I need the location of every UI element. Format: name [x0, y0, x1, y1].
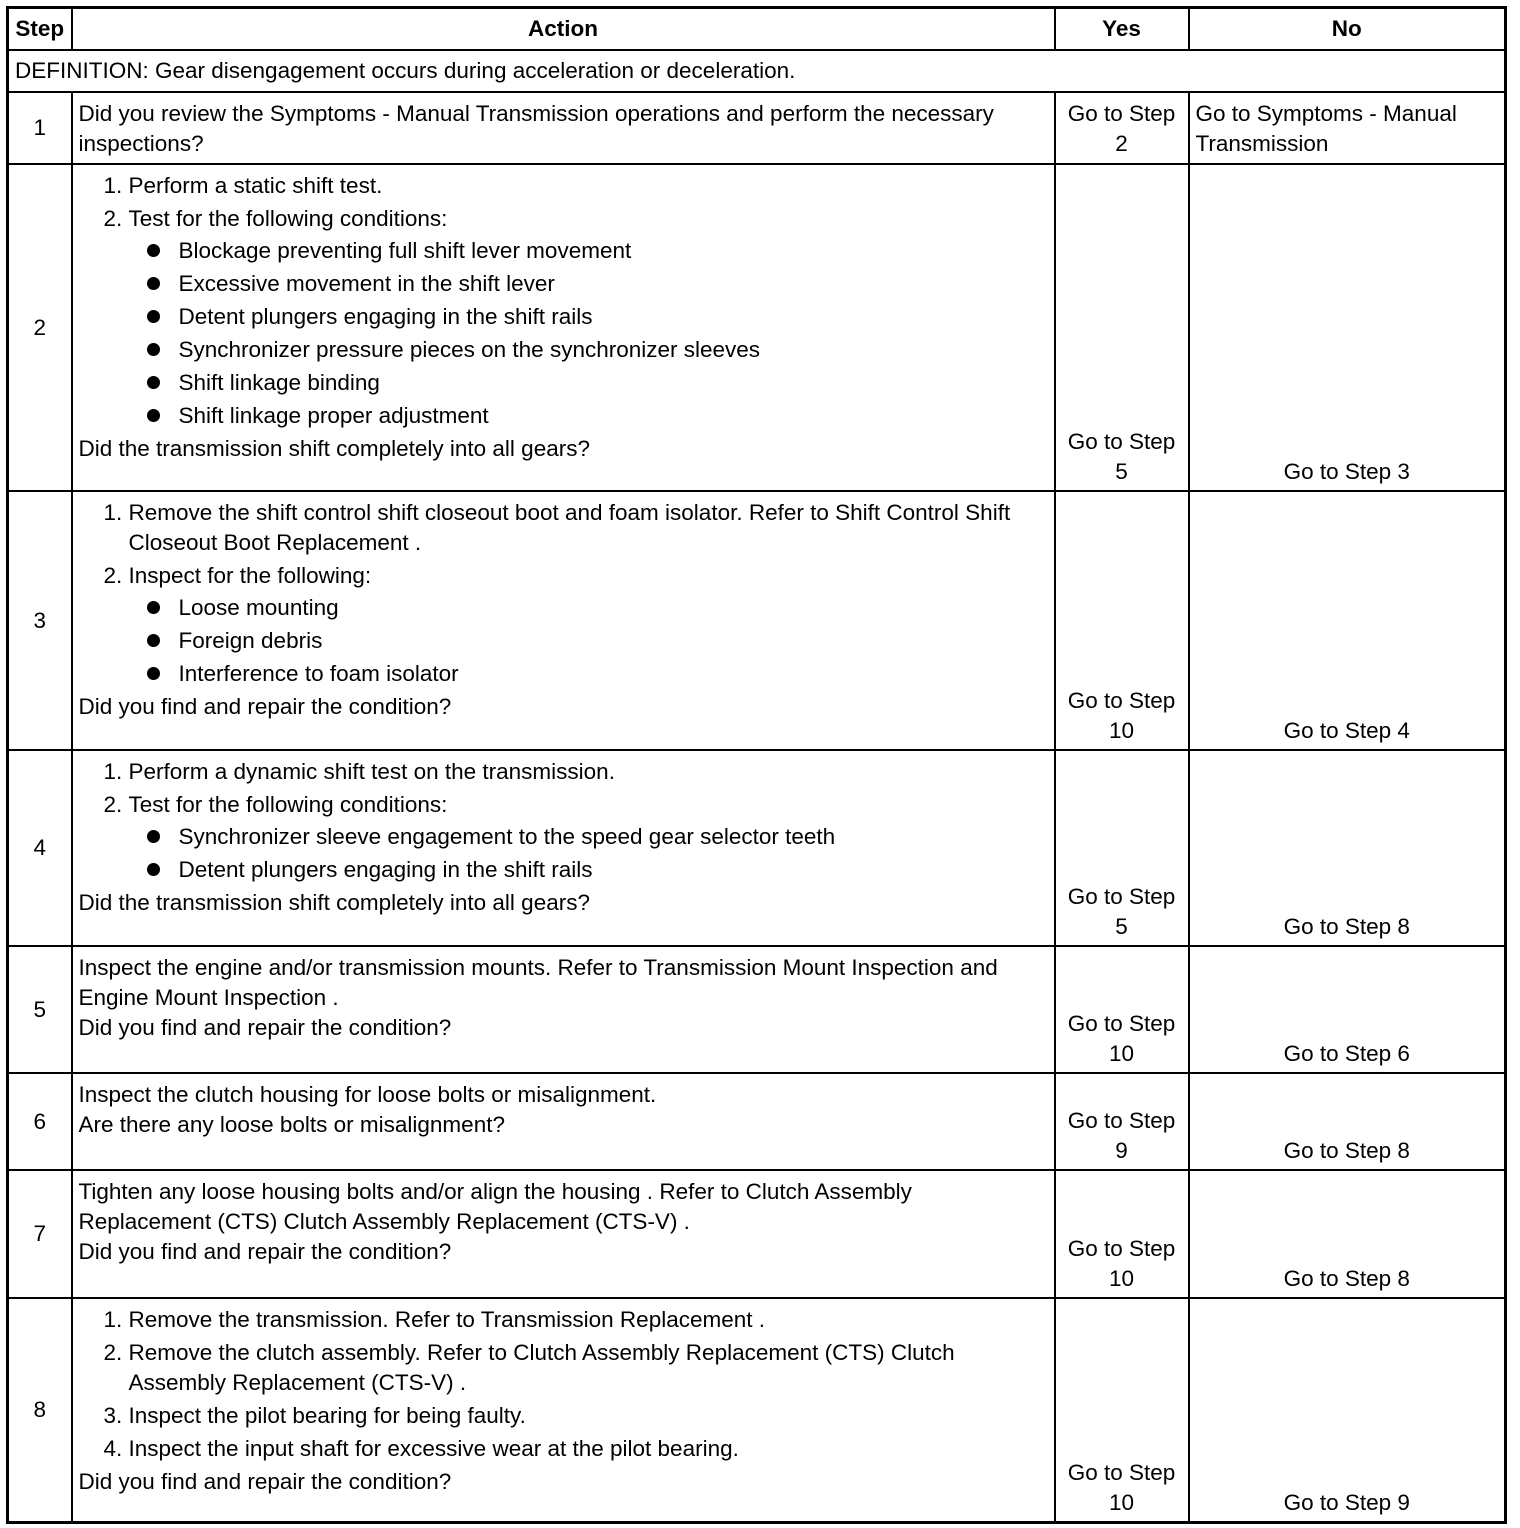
- table-row: [8, 92, 1506, 164]
- bullet-icon: [147, 634, 160, 647]
- bullet-text: Interference to foam isolator: [178, 661, 459, 686]
- bullet-icon: [147, 244, 160, 257]
- action-question: Did you find and repair the condition?: [78, 1015, 452, 1040]
- header-step: Step: [8, 8, 72, 51]
- table-row: [8, 750, 1506, 946]
- yes-cell: Go to Step 10: [1055, 946, 1189, 1073]
- header-action: Action: [72, 8, 1055, 51]
- step-number: 1: [8, 92, 72, 164]
- list-item-text: Inspect for the following:: [128, 563, 372, 588]
- action-cell: [72, 491, 1055, 750]
- bullet-text: Loose mounting: [178, 595, 339, 620]
- bullet-icon: [147, 863, 160, 876]
- step-number: 3: [8, 491, 72, 750]
- list-item: [179, 593, 1048, 623]
- list-item: [129, 204, 1048, 431]
- action-cell: [72, 1073, 1055, 1170]
- list-item: [179, 302, 1048, 332]
- numbered-list: [79, 498, 1048, 689]
- bullet-icon: [147, 376, 160, 389]
- bullet-text: Shift linkage binding: [178, 370, 380, 395]
- yes-cell: Go to Step 9: [1055, 1073, 1189, 1170]
- yes-cell: Go to Step 10: [1055, 1170, 1189, 1298]
- bullet-list: [129, 593, 1048, 689]
- list-item: 1. Remove the transmission. Refer to Transmission Replacement .: [129, 1305, 1048, 1335]
- header-yes: Yes: [1055, 8, 1189, 51]
- action-cell: [72, 1298, 1055, 1522]
- definition-text: DEFINITION: Gear disengagement occurs during acceleration or deceleration.: [8, 50, 1506, 92]
- action-cell: [72, 946, 1055, 1073]
- step-number: 5: [8, 946, 72, 1073]
- action-cell: [72, 1170, 1055, 1298]
- list-item: [179, 236, 1048, 266]
- list-item: [129, 561, 1048, 689]
- action-cell: [72, 164, 1055, 491]
- table-row: [8, 491, 1506, 750]
- action-paragraph: Tighten any loose housing bolts and/or align the housing . Refer to Clutch Assembly Replacement (CTS) Clutch Assembly Replacement (CTS-V) .: [78, 1179, 912, 1234]
- list-item: 4. Inspect the input shaft for excessive wear at the pilot bearing.: [129, 1434, 1048, 1464]
- bullet-text: Detent plungers engaging in the shift rails: [178, 857, 593, 882]
- bullet-text: Synchronizer sleeve engagement to the speed gear selector teeth: [178, 824, 836, 849]
- table-row: [8, 164, 1506, 491]
- list-item: [129, 790, 1048, 885]
- action-paragraph: Inspect the engine and/or transmission mounts. Refer to Transmission Mount Inspection and Engine Mount Inspection .: [78, 955, 998, 1010]
- table-row: [8, 1170, 1506, 1298]
- bullet-icon: [147, 310, 160, 323]
- bullet-text: Synchronizer pressure pieces on the synchronizer sleeves: [178, 337, 761, 362]
- no-cell: Go to Step 6: [1189, 946, 1506, 1073]
- list-item: 1. Perform a static shift test.: [129, 171, 1048, 201]
- action-cell: [72, 750, 1055, 946]
- list-item: 1. Perform a dynamic shift test on the transmission.: [129, 757, 1048, 787]
- list-item-text: Test for the following conditions:: [128, 206, 448, 231]
- bullet-icon: [147, 343, 160, 356]
- yes-cell: Go to Step 5: [1055, 750, 1189, 946]
- numbered-list: [79, 757, 1048, 885]
- list-item: [179, 335, 1048, 365]
- step-number: 6: [8, 1073, 72, 1170]
- list-item: [179, 855, 1048, 885]
- action-question: Did the transmission shift completely into all gears?: [78, 436, 590, 461]
- action-question: Did you find and repair the condition?: [78, 694, 452, 719]
- numbered-list: [79, 1305, 1048, 1464]
- list-item: 3. Inspect the pilot bearing for being faulty.: [129, 1401, 1048, 1431]
- header-row: [8, 8, 1506, 51]
- bullet-icon: [147, 409, 160, 422]
- bullet-icon: [147, 601, 160, 614]
- table-row: [8, 946, 1506, 1073]
- no-cell: Go to Step 3: [1189, 164, 1506, 491]
- list-item: [179, 659, 1048, 689]
- bullet-text: Excessive movement in the shift lever: [178, 271, 555, 296]
- diagnostic-table: [6, 6, 1507, 1524]
- table-row: [8, 1298, 1506, 1522]
- list-item: [179, 822, 1048, 852]
- header-no: No: [1189, 8, 1506, 51]
- no-cell: Go to Step 9: [1189, 1298, 1506, 1522]
- definition-row: [8, 50, 1506, 92]
- no-cell: Go to Step 8: [1189, 750, 1506, 946]
- no-cell: Go to Step 8: [1189, 1170, 1506, 1298]
- bullet-icon: [147, 277, 160, 290]
- no-cell: Go to Symptoms - Manual Transmission: [1189, 92, 1506, 164]
- step-number: 2: [8, 164, 72, 491]
- action-paragraph: Inspect the clutch housing for loose bolts or misalignment.: [78, 1082, 657, 1107]
- list-item: [179, 368, 1048, 398]
- list-item-text: Test for the following conditions:: [128, 792, 448, 817]
- bullet-text: Shift linkage proper adjustment: [178, 403, 489, 428]
- yes-cell: Go to Step 10: [1055, 1298, 1189, 1522]
- list-item: 1. Remove the shift control shift closeout boot and foam isolator. Refer to Shift Control Shift Closeout Boot Replacement .: [129, 498, 1048, 558]
- action-question: Are there any loose bolts or misalignment?: [78, 1112, 505, 1137]
- bullet-text: Foreign debris: [178, 628, 323, 653]
- bullet-list: [129, 236, 1048, 431]
- action-question: Did you find and repair the condition?: [78, 1239, 452, 1264]
- action-question: Did you find and repair the condition?: [78, 1469, 452, 1494]
- numbered-list: [79, 171, 1048, 431]
- step-number: 7: [8, 1170, 72, 1298]
- yes-cell: Go to Step 10: [1055, 491, 1189, 750]
- no-cell: Go to Step 4: [1189, 491, 1506, 750]
- yes-cell: Go to Step 5: [1055, 164, 1189, 491]
- action-question: Did the transmission shift completely into all gears?: [78, 890, 590, 915]
- yes-cell: Go to Step 2: [1055, 92, 1189, 164]
- list-item: [179, 401, 1048, 431]
- bullet-icon: [147, 667, 160, 680]
- list-item: [179, 269, 1048, 299]
- no-cell: Go to Step 8: [1189, 1073, 1506, 1170]
- step-number: 8: [8, 1298, 72, 1522]
- bullet-text: Blockage preventing full shift lever movement: [178, 238, 632, 263]
- table-row: [8, 1073, 1506, 1170]
- action-question: Did you review the Symptoms - Manual Transmission operations and perform the necessary inspections?: [78, 101, 994, 156]
- bullet-icon: [147, 830, 160, 843]
- list-item: [179, 626, 1048, 656]
- bullet-text: Detent plungers engaging in the shift rails: [178, 304, 593, 329]
- list-item: 2. Remove the clutch assembly. Refer to Clutch Assembly Replacement (CTS) Clutch Assembly Replacement (CTS-V) .: [129, 1338, 1048, 1398]
- bullet-list: [129, 822, 1048, 885]
- step-number: 4: [8, 750, 72, 946]
- action-cell: [72, 92, 1055, 164]
